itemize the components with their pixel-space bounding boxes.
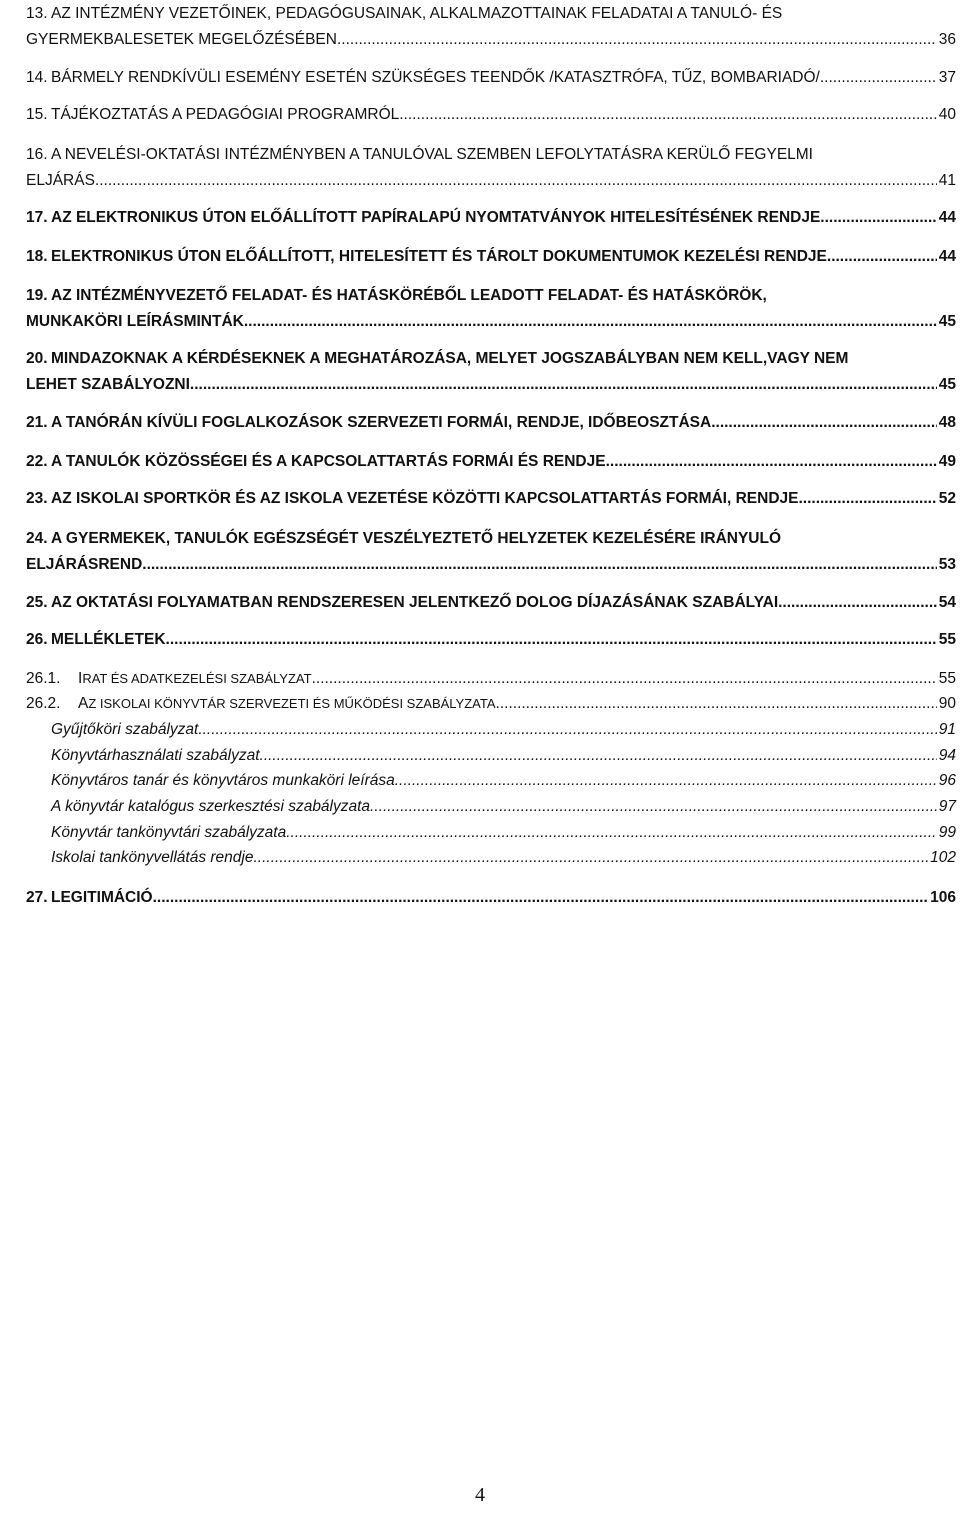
entry-title-initial: I xyxy=(78,670,83,687)
entry-title-initial: A xyxy=(78,695,89,712)
toc-entry-16[interactable] xyxy=(26,142,956,194)
toc-entry-26-1[interactable] xyxy=(26,666,956,692)
entry-page-number: 40 xyxy=(938,106,956,123)
entry-page-number: 41 xyxy=(938,172,956,189)
entry-page-number: 55 xyxy=(938,670,956,687)
entry-title: A könyvtár katalógus szerkesztési szabályzata xyxy=(51,798,371,815)
entry-title: A TANULÓK KÖZÖSSÉGEI ÉS A KAPCSOLATTARTÁS FORMÁI ÉS RENDJE xyxy=(51,453,606,470)
dot-leader xyxy=(190,372,937,398)
entry-title: ELEKTRONIKUS ÚTON ELŐÁLLÍTOTT, HITELESÍTETT ÉS TÁROLT DOKUMENTUMOK KEZELÉSI RENDJE xyxy=(51,248,827,265)
entry-page-number: 99 xyxy=(938,824,956,841)
entry-number: 26.1. xyxy=(26,670,61,687)
entry-title-line1: AZ INTÉZMÉNY VEZETŐINEK, PEDAGÓGUSAINAK, ALKALMAZOTTAINAK FELADATAI A TANULÓ- ÉS xyxy=(51,5,783,22)
entry-title: TÁJÉKOZTATÁS A PEDAGÓGIAI PROGRAMRÓL xyxy=(51,106,400,123)
entry-title: MUNKAKÖRI LEÍRÁSMINTÁK xyxy=(26,313,244,330)
entry-title-line1: A NEVELÉSI-OKTATÁSI INTÉZMÉNYBEN A TANULÓVAL SZEMBEN LEFOLYTATÁSRA KERÜLŐ FEGYELMI xyxy=(51,146,813,163)
entry-number: 17. xyxy=(26,209,48,226)
dot-leader xyxy=(606,449,937,475)
toc-subentry-munkakori-leiras[interactable] xyxy=(26,768,956,794)
entry-title: A TANÓRÁN KÍVÜLI FOGLALKOZÁSOK SZERVEZETI FORMÁI, RENDJE, IDŐBEOSZTÁSA xyxy=(51,414,712,431)
entry-number: 27. xyxy=(26,889,48,906)
entry-title: GYERMEKBALESETEK MEGELŐZÉSÉBEN xyxy=(26,31,337,48)
toc-entry-18[interactable] xyxy=(26,244,956,270)
dot-leader xyxy=(198,717,936,743)
dot-leader xyxy=(95,168,937,194)
entry-title: AZ OKTATÁSI FOLYAMATBAN RENDSZERESEN JELENTKEZŐ DOLOG DÍJAZÁSÁNAK SZABÁLYAI xyxy=(51,594,779,611)
dot-leader xyxy=(820,65,937,91)
toc-entry-24[interactable] xyxy=(26,526,956,578)
toc-subentry-katalogus[interactable] xyxy=(26,794,956,820)
entry-title: ELJÁRÁS xyxy=(26,172,95,189)
dot-leader xyxy=(244,309,937,335)
dot-leader xyxy=(827,244,937,270)
toc-entry-20[interactable] xyxy=(26,346,956,398)
entry-page-number: 44 xyxy=(938,248,956,265)
toc-entry-15[interactable] xyxy=(26,102,956,128)
entry-title: Gyűjtőköri szabályzat xyxy=(51,721,199,738)
toc-subentry-gyujtokori[interactable] xyxy=(26,717,956,743)
entry-page-number: 90 xyxy=(938,695,956,712)
entry-page-number: 96 xyxy=(938,772,956,789)
toc-entry-13[interactable] xyxy=(26,1,956,53)
entry-title: RAT ÉS ADATKEZELÉSI SZABÁLYZAT xyxy=(82,671,312,686)
dot-leader xyxy=(496,691,937,717)
toc-entry-25[interactable] xyxy=(26,590,956,616)
entry-number: 20. xyxy=(26,350,48,367)
entry-title-line1: A GYERMEKEK, TANULÓK EGÉSZSÉGÉT VESZÉLYEZTETŐ HELYZETEK KEZELÉSÉRE IRÁNYULÓ xyxy=(51,530,782,547)
entry-page-number: 52 xyxy=(938,490,956,507)
entry-title: ELJÁRÁSREND xyxy=(26,556,143,573)
entry-number: 16. xyxy=(26,146,48,163)
entry-title: AZ ISKOLAI SPORTKÖR ÉS AZ ISKOLA VEZETÉSE KÖZÖTTI KAPCSOLATTARTÁS FORMÁI, RENDJE xyxy=(51,490,799,507)
dot-leader xyxy=(711,410,937,436)
entry-page-number: 54 xyxy=(938,594,956,611)
entry-number: 23. xyxy=(26,490,48,507)
entry-number: 13. xyxy=(26,5,48,22)
entry-number: 25. xyxy=(26,594,48,611)
dot-leader xyxy=(370,794,937,820)
dot-leader xyxy=(399,102,937,128)
entry-page-number: 91 xyxy=(938,721,956,738)
dot-leader xyxy=(395,768,937,794)
entry-page-number: 48 xyxy=(938,414,956,431)
dot-leader xyxy=(142,552,936,578)
dot-leader xyxy=(337,27,937,53)
entry-page-number: 44 xyxy=(938,209,956,226)
entry-number: 21. xyxy=(26,414,48,431)
entry-number: 18. xyxy=(26,248,48,265)
entry-page-number: 53 xyxy=(938,556,956,573)
entry-title: LEHET SZABÁLYOZNI xyxy=(26,376,190,393)
toc-entry-17[interactable] xyxy=(26,205,956,231)
toc-entry-14[interactable] xyxy=(26,65,956,91)
entry-title: AZ ELEKTRONIKUS ÚTON ELŐÁLLÍTOTT PAPÍRALAPÚ NYOMTATVÁNYOK HITELESÍTÉSÉNEK RENDJE xyxy=(51,209,821,226)
dot-leader xyxy=(778,590,937,616)
toc-entry-23[interactable] xyxy=(26,486,956,512)
dot-leader xyxy=(260,743,937,769)
entry-number: 24. xyxy=(26,530,48,547)
toc-entry-27[interactable] xyxy=(26,885,956,911)
toc-entry-22[interactable] xyxy=(26,449,956,475)
entry-page-number: 36 xyxy=(938,31,956,48)
entry-page-number: 45 xyxy=(938,376,956,393)
entry-title: Könyvtár tankönyvtári szabályzata xyxy=(51,824,287,841)
entry-title-line1: MINDAZOKNAK A KÉRDÉSEKNEK A MEGHATÁROZÁSA, MELYET JOGSZABÁLYBAN NEM KELL,VAGY NEM xyxy=(51,350,849,367)
entry-title: LEGITIMÁCIÓ xyxy=(51,889,153,906)
entry-number: 15. xyxy=(26,106,48,123)
page-number: 4 xyxy=(475,1484,485,1506)
dot-leader xyxy=(820,205,936,231)
toc-entry-26-2[interactable] xyxy=(26,691,956,717)
entry-title: BÁRMELY RENDKÍVÜLI ESEMÉNY ESETÉN SZÜKSÉGES TEENDŐK /KATASZTRÓFA, TŰZ, BOMBARIADÓ/ xyxy=(51,69,820,86)
entry-number: 26. xyxy=(26,631,48,648)
entry-page-number: 55 xyxy=(938,631,956,648)
entry-page-number: 97 xyxy=(938,798,956,815)
toc-subentry-konyvtarhasznalati[interactable] xyxy=(26,743,956,769)
dot-leader xyxy=(798,486,936,512)
dot-leader xyxy=(253,845,928,871)
entry-page-number: 94 xyxy=(938,747,956,764)
dot-leader xyxy=(166,627,937,653)
entry-number: 22. xyxy=(26,453,48,470)
entry-number: 14. xyxy=(26,69,48,86)
entry-page-number: 37 xyxy=(938,69,956,86)
entry-title: Könyvtáros tanár és könyvtáros munkaköri leírása xyxy=(51,772,395,789)
entry-title: Z ISKOLAI KÖNYVTÁR SZERVEZETI ÉS MŰKÖDÉSI SZABÁLYZATA xyxy=(88,696,496,711)
entry-title: MELLÉKLETEK xyxy=(51,631,166,648)
dot-leader xyxy=(312,666,937,692)
entry-title-line1: AZ INTÉZMÉNYVEZETŐ FELADAT- ÉS HATÁSKÖRÉBŐL LEADOTT FELADAT- ÉS HATÁSKÖRÖK, xyxy=(51,287,767,304)
toc-entry-21[interactable] xyxy=(26,410,956,436)
entry-title: Könyvtárhasználati szabályzat xyxy=(51,747,260,764)
entry-page-number: 49 xyxy=(938,453,956,470)
entry-page-number: 106 xyxy=(930,889,956,906)
entry-number: 19. xyxy=(26,287,48,304)
entry-number: 26.2. xyxy=(26,695,61,712)
entry-page-number: 102 xyxy=(930,849,956,866)
dot-leader xyxy=(153,885,929,911)
toc-subentry-tankonyvtari[interactable] xyxy=(26,820,956,846)
toc-entry-26[interactable] xyxy=(26,627,956,653)
entry-title: Iskolai tankönyvellátás rendje xyxy=(51,849,254,866)
toc-entry-19[interactable] xyxy=(26,283,956,335)
entry-page-number: 45 xyxy=(938,313,956,330)
toc-subentry-tankonyvellatas[interactable] xyxy=(26,845,956,871)
dot-leader xyxy=(286,820,937,846)
